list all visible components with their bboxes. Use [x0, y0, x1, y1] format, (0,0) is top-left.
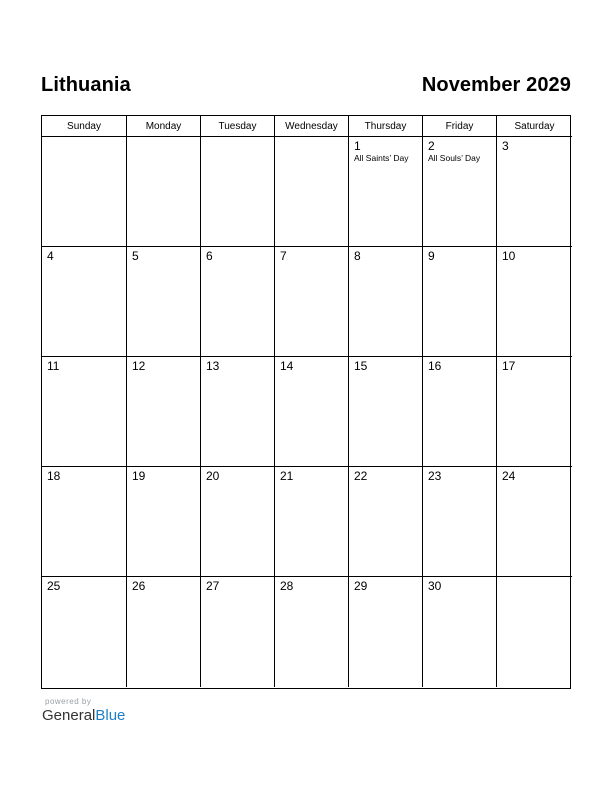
weekday-header-friday: Friday	[423, 116, 497, 137]
day-cell[interactable]	[201, 137, 275, 247]
day-cell[interactable]	[349, 467, 423, 577]
powered-by-label: powered by	[45, 697, 92, 706]
day-cell[interactable]	[497, 467, 572, 577]
day-cell[interactable]	[275, 577, 349, 687]
day-cell[interactable]	[423, 357, 497, 467]
day-number: 3	[502, 139, 509, 153]
day-cell[interactable]	[497, 357, 572, 467]
day-cell[interactable]	[275, 467, 349, 577]
weekday-header-monday: Monday	[127, 116, 201, 137]
day-number: 17	[502, 359, 516, 373]
day-number: 11	[47, 359, 60, 373]
day-cell[interactable]	[423, 577, 497, 687]
day-number: 8	[354, 249, 361, 263]
day-cell[interactable]	[127, 137, 201, 247]
day-number: 26	[132, 579, 146, 593]
calendar-grid	[41, 115, 571, 689]
day-number: 9	[428, 249, 435, 263]
day-cell[interactable]	[275, 357, 349, 467]
day-cell[interactable]	[42, 357, 127, 467]
day-cell[interactable]	[497, 137, 572, 247]
day-cell[interactable]	[201, 357, 275, 467]
day-cell[interactable]	[42, 247, 127, 357]
day-number: 25	[47, 579, 61, 593]
weekday-header-wednesday: Wednesday	[275, 116, 349, 137]
day-number: 13	[206, 359, 220, 373]
day-number: 24	[502, 469, 516, 483]
day-cell[interactable]	[127, 247, 201, 357]
day-cell[interactable]	[497, 577, 572, 687]
day-number: 23	[428, 469, 442, 483]
day-number: 30	[428, 579, 442, 593]
day-number: 1	[354, 139, 361, 153]
generalblue-logo[interactable]	[42, 707, 125, 724]
day-cell[interactable]	[349, 577, 423, 687]
day-number: 15	[354, 359, 368, 373]
day-cell[interactable]	[127, 357, 201, 467]
brand-general-text: General	[42, 707, 96, 724]
country-title: Lithuania	[41, 73, 131, 96]
day-cell[interactable]	[275, 247, 349, 357]
weekday-header-saturday: Saturday	[497, 116, 572, 137]
day-cell[interactable]	[349, 357, 423, 467]
day-number: 21	[280, 469, 294, 483]
day-cell[interactable]	[423, 247, 497, 357]
footer-branding	[42, 697, 125, 724]
day-cell[interactable]	[497, 247, 572, 357]
calendar-header	[41, 70, 571, 100]
day-number: 22	[354, 469, 368, 483]
day-number: 20	[206, 469, 220, 483]
day-number: 4	[47, 249, 54, 263]
day-number: 18	[47, 469, 61, 483]
day-cell[interactable]	[42, 137, 127, 247]
day-number: 12	[132, 359, 146, 373]
day-number: 16	[428, 359, 442, 373]
day-number: 6	[206, 249, 213, 263]
weekday-header-tuesday: Tuesday	[201, 116, 275, 137]
day-cell[interactable]	[127, 467, 201, 577]
day-number: 29	[354, 579, 368, 593]
day-number: 27	[206, 579, 220, 593]
day-cell[interactable]	[349, 137, 423, 247]
day-number: 10	[502, 249, 516, 263]
brand-blue-text: Blue	[95, 707, 126, 724]
day-cell[interactable]	[423, 467, 497, 577]
weekday-header-sunday: Sunday	[42, 116, 127, 137]
day-cell[interactable]	[42, 577, 127, 687]
day-number: 7	[280, 249, 287, 263]
day-cell[interactable]	[423, 137, 497, 247]
day-cell[interactable]	[42, 467, 127, 577]
day-number: 28	[280, 579, 294, 593]
day-cell[interactable]	[201, 577, 275, 687]
day-number: 2	[428, 139, 435, 153]
day-number: 5	[132, 249, 139, 263]
holiday-label: All Souls’ Day	[428, 153, 481, 163]
day-cell[interactable]	[127, 577, 201, 687]
month-title: November 2029	[421, 73, 571, 96]
day-cell[interactable]	[201, 467, 275, 577]
day-cell[interactable]	[201, 247, 275, 357]
day-cell[interactable]	[275, 137, 349, 247]
day-number: 14	[280, 359, 294, 373]
weekday-header-thursday: Thursday	[349, 116, 423, 137]
day-number: 19	[132, 469, 146, 483]
day-cell[interactable]	[349, 247, 423, 357]
holiday-label: All Saints’ Day	[354, 153, 409, 163]
